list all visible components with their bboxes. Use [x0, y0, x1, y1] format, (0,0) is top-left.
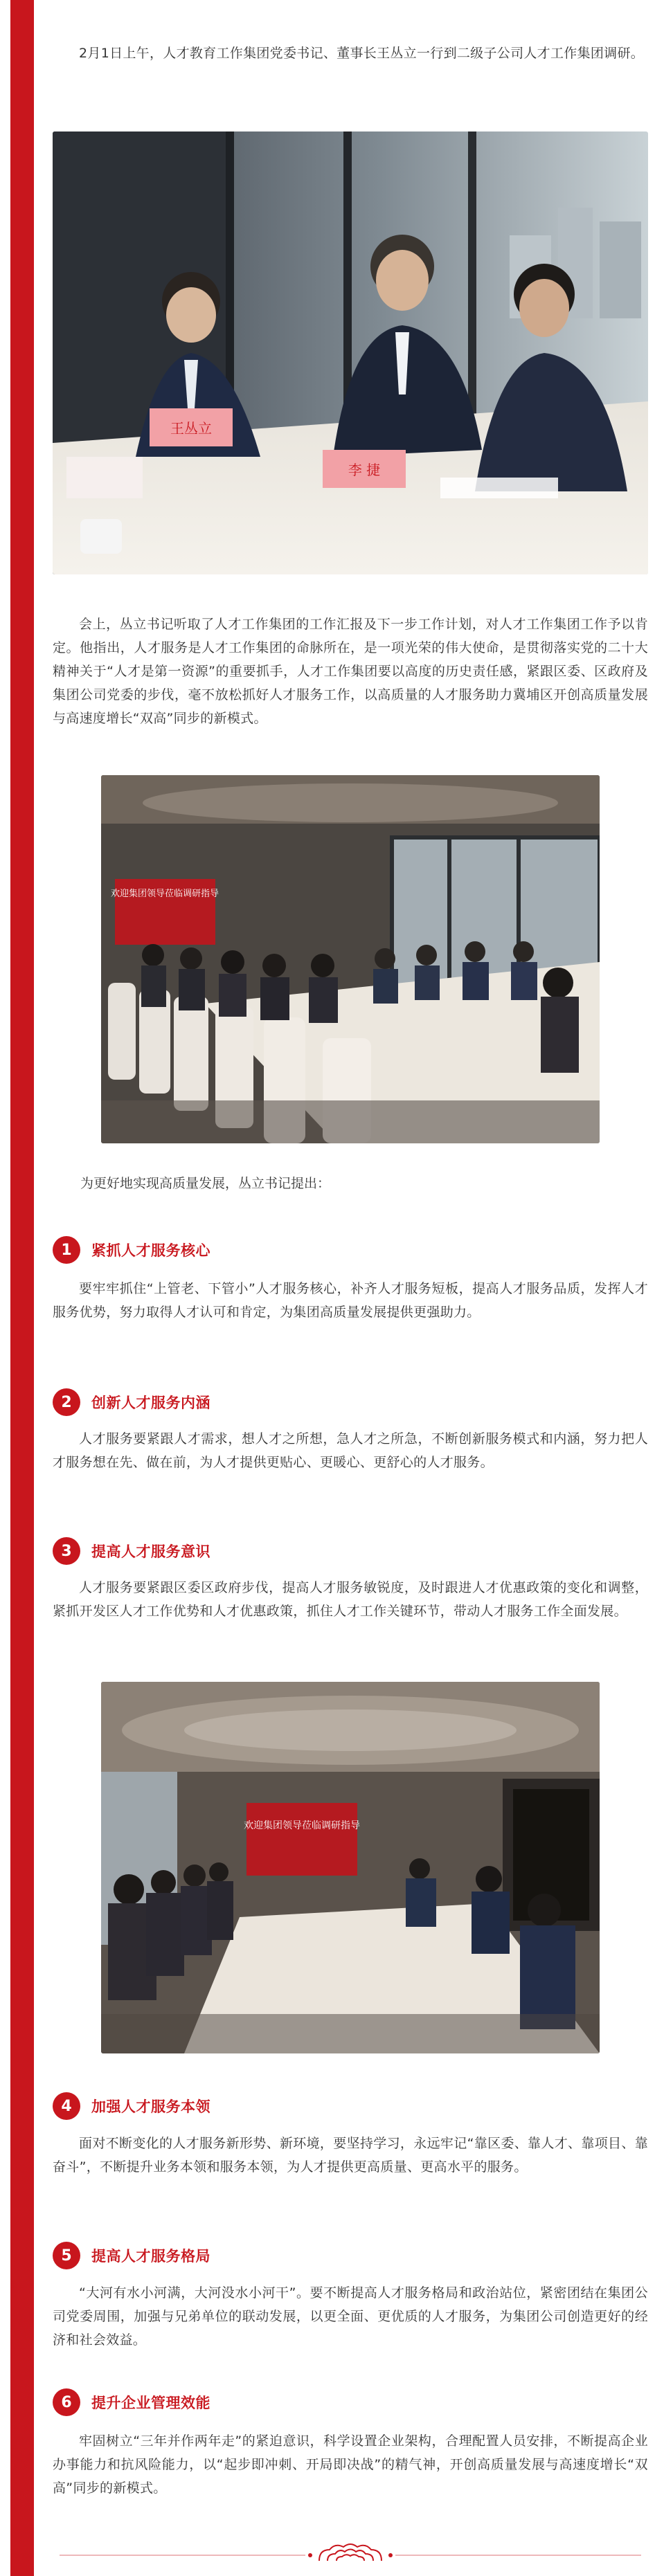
section-4-number-badge: 4 [53, 2092, 80, 2120]
meeting-photo-3 [101, 1682, 600, 2053]
section-5-title: 提高人才服务格局 [91, 2248, 210, 2265]
section-6-body: 牢固树立“三年并作两年走”的紧迫意识，科学设置企业架构，合理配置人员安排，不断提高企业办事能力和抗风险能力，以“起步即冲刺、开局即决战”的精气神，开创高质量发展与高速度增长“双高”同步的新模式。 [53, 2433, 648, 2496]
intro-line: 为更好地实现高质量发展，丛立书记提出： [80, 1176, 331, 1191]
section-4-title: 加强人才服务本领 [91, 2098, 210, 2115]
welcome-screen-text: 欢迎集团领导莅临调研指导 [110, 889, 219, 899]
section-5-header [53, 2241, 210, 2270]
left-accent-bar [10, 0, 34, 2576]
summary-paragraph: 会上，丛立书记听取了人才工作集团的工作汇报及下一步工作计划，对人才工作集团工作予以肯定。他指出，人才服务是人才工作集团的命脉所在，是一项光荣的伟大使命，是贯彻落实党的二十大精神关于“人才是第一资源”的重要抓手，人才工作集团要以高度的历史责任感，紧跟区委、区政府及集团公司党委的步伐，毫不放松抓好人才服务工作，以高质量的人才服务助力冀埔区开创高质量发展与高速度增长“双高”同步的新模式。 [53, 617, 648, 726]
cloud-divider-icon [53, 2540, 648, 2568]
lead-paragraph: 2月1日上午，人才教育工作集团党委书记、董事长王丛立一行到二级子公司人才工作集团调研。 [79, 46, 645, 61]
section-6-title: 提升企业管理效能 [91, 2395, 210, 2411]
section-2-title: 创新人才服务内涵 [91, 1395, 210, 1411]
welcome-screen-2 [246, 1803, 357, 1876]
name-card-right-text: 李 捷 [348, 462, 381, 478]
section-4-header [53, 2092, 210, 2121]
welcome-screen-2-text: 欢迎集团领导莅临调研指导 [244, 1820, 360, 1831]
name-card-left-text: 王丛立 [170, 420, 212, 437]
section-5-body: “大河有水小河满，大河没水小河干”。要不断提高人才服务格局和政治站位，紧密团结在集团公司党委周围，加强与兄弟单位的联动发展，以更全面、更优质的人才服务，为集团公司创造更好的经济和社会效益。 [53, 2285, 648, 2348]
section-2-header [53, 1388, 210, 1417]
section-3-header [53, 1536, 210, 1566]
section-2-body: 人才服务要紧跟人才需求，想人才之所想，急人才之所急，不断创新服务模式和内涵，努力把人才服务想在先、做在前，为人才提供更贴心、更暖心、更舒心的人才服务。 [53, 1431, 648, 1470]
section-6-number-badge: 6 [53, 2388, 80, 2416]
section-2-number-badge: 2 [53, 1388, 80, 1416]
section-1-title: 紧抓人才服务核心 [91, 1242, 210, 1259]
section-3-body: 人才服务要紧跟区委区政府步伐，提高人才服务敏锐度，及时跟进人才优惠政策的变化和调整，紧抓开发区人才工作优势和人才优惠政策，抓住人才工作关键环节，带动人才服务工作全面发展。 [53, 1580, 648, 1619]
footer-ornament [53, 2540, 648, 2568]
section-5-number-badge: 5 [53, 2242, 80, 2269]
section-1-header [53, 1235, 210, 1264]
section-3-number-badge: 3 [53, 1537, 80, 1565]
section-1-number-badge: 1 [53, 1236, 80, 1264]
section-6-header [53, 2388, 210, 2417]
section-1-body: 要牢牢抓住“上管老、下管小”人才服务核心，补齐人才服务短板，提高人才服务品质，发挥人才服务优势，努力取得人才认可和肯定，为集团高质量发展提供更强助力。 [53, 1281, 648, 1320]
meeting-photo-2 [101, 775, 600, 1143]
meeting-photo-1 [53, 131, 648, 574]
section-4-body: 面对不断变化的人才服务新形势、新环境，要坚持学习，永远牢记“靠区委、靠人才、靠项目、靠奋斗”，不断提升业务本领和服务本领，为人才提供更高质量、更高水平的服务。 [53, 2136, 648, 2175]
section-3-title: 提高人才服务意识 [91, 1543, 210, 1560]
